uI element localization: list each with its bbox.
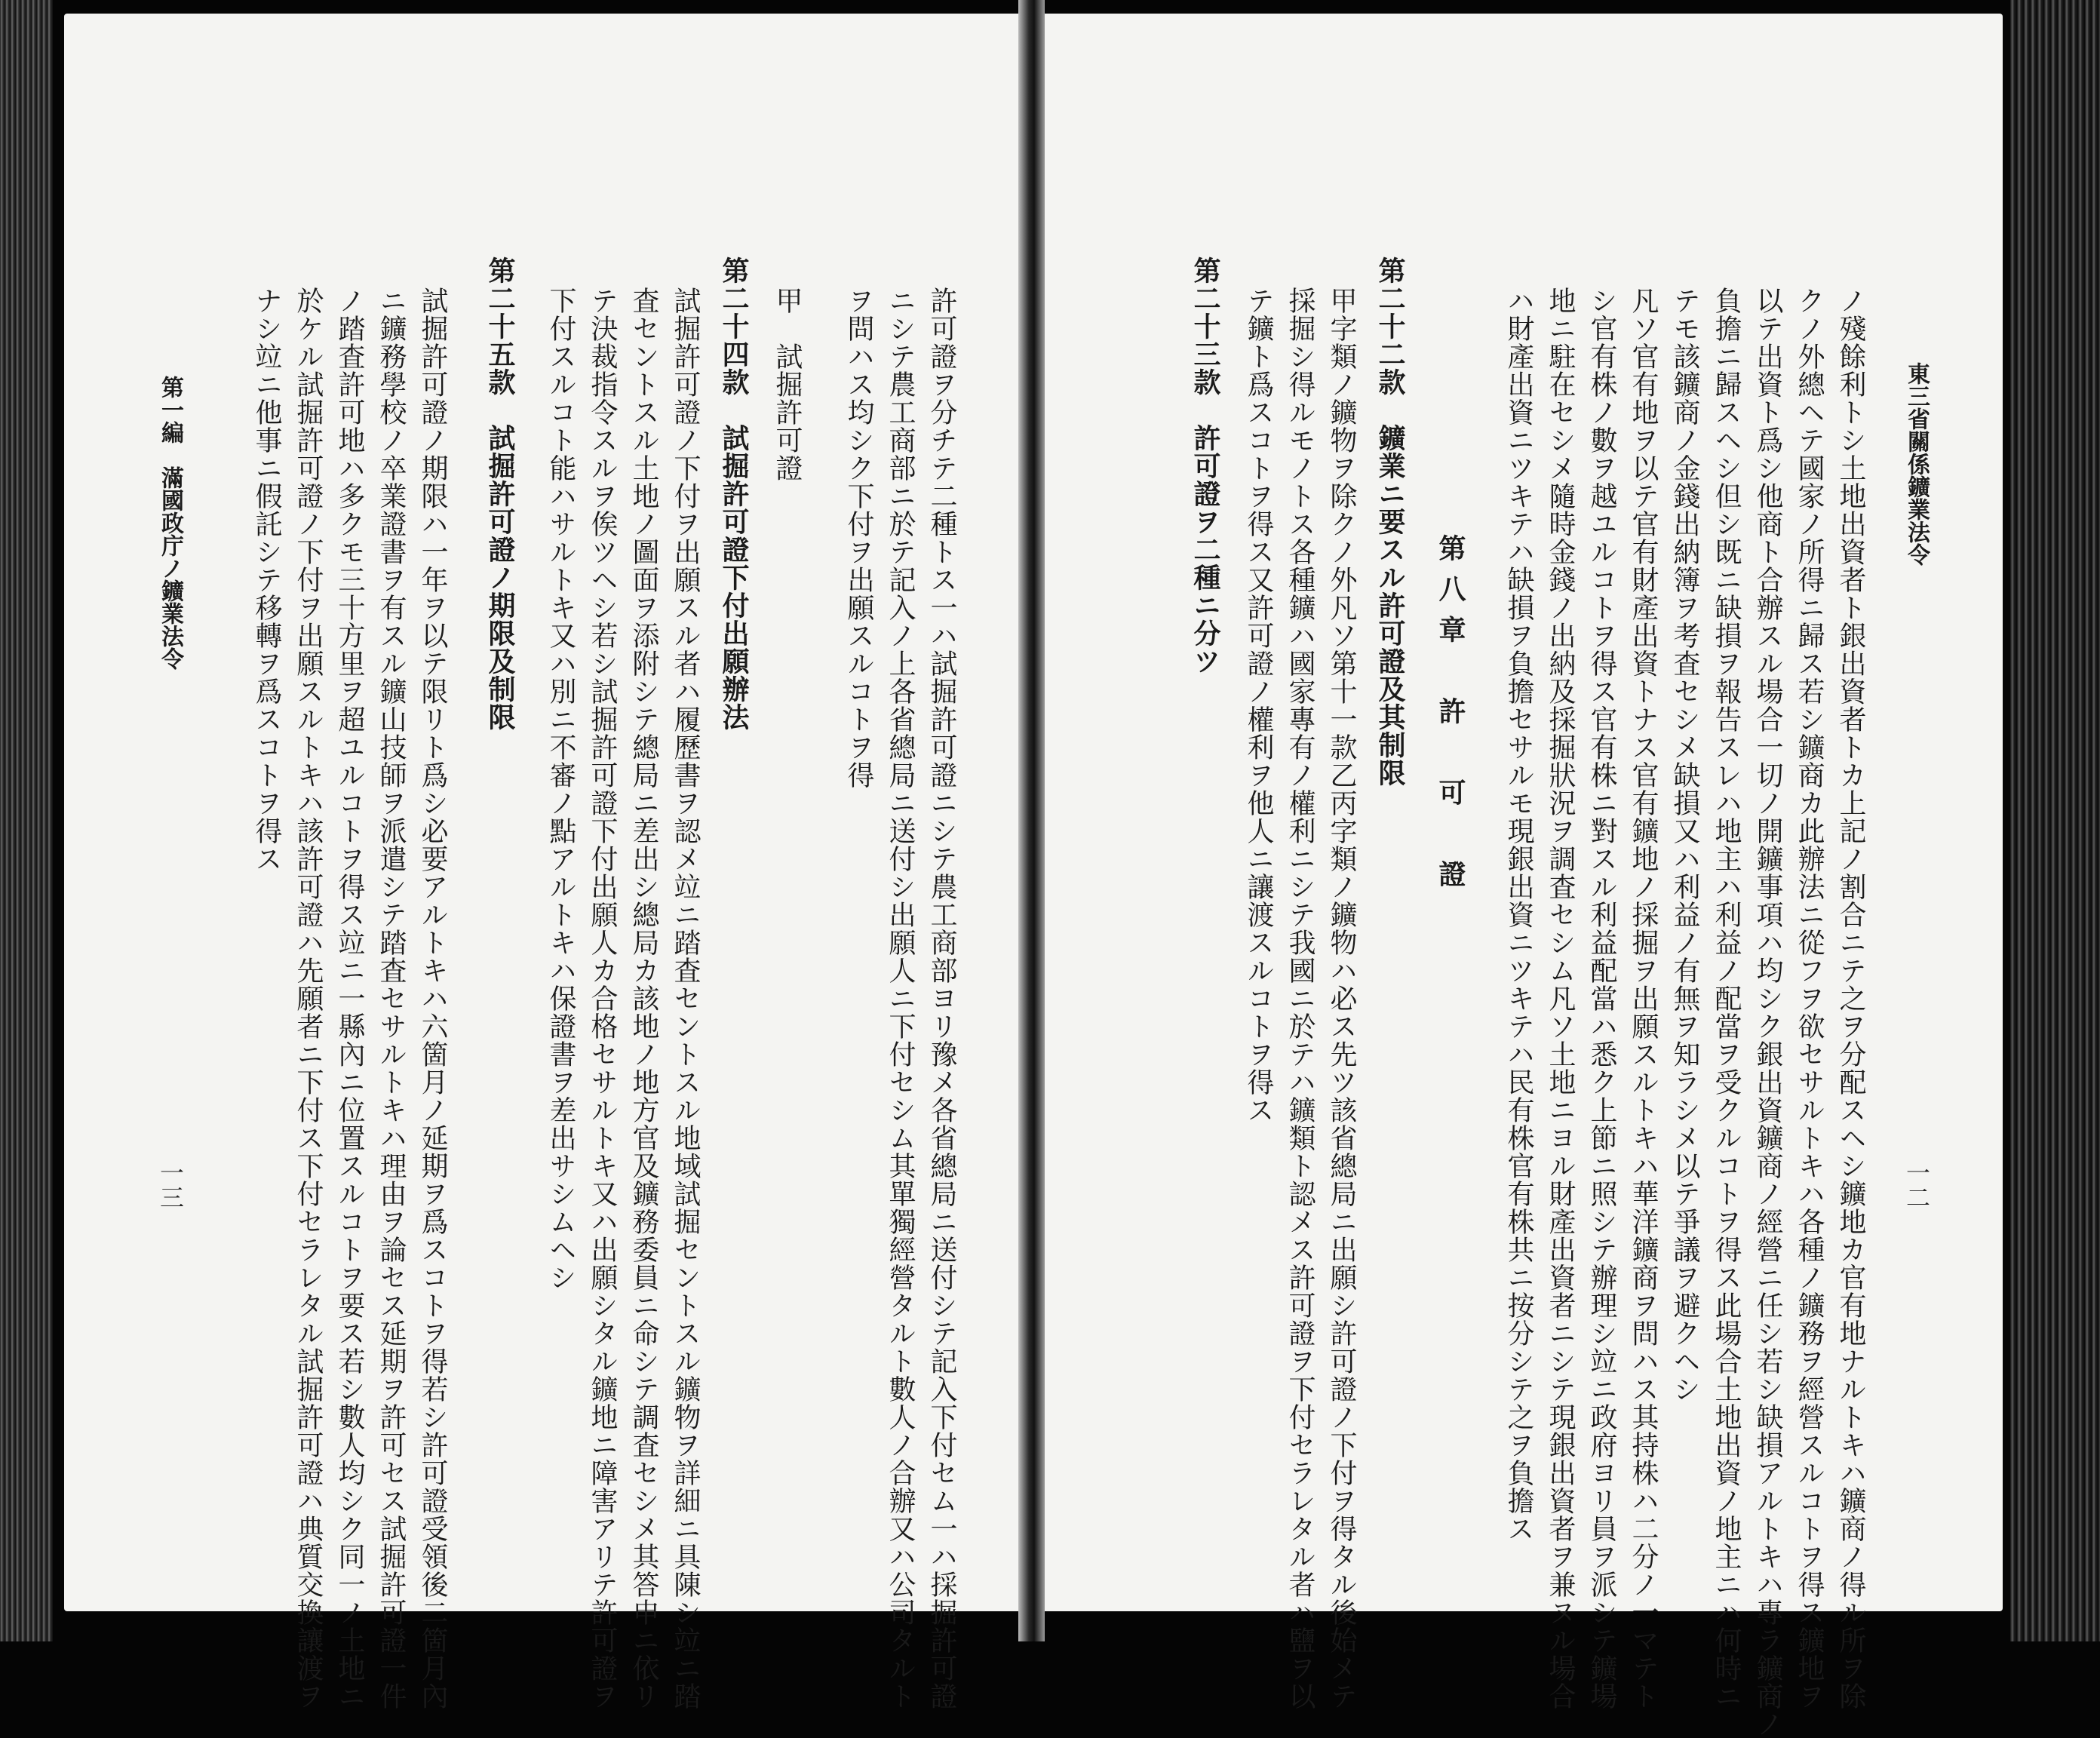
- right-book-edge: [2010, 0, 2100, 1641]
- right-page: [1045, 14, 2003, 1738]
- text-column: 甲字類ノ鑛物ヲ除クノ外凡ソ第十一款乙丙字類ノ鑛物ハ必ス先ツ該省總局ニ出願シ許可證ノ下付ヲ得タル後始メテ: [1326, 287, 1357, 1710]
- text-column: ニシテ農工商部ニ於テ記入ノ上各省總局ニ送付シ出願人ニ下付セシム其單獨經營タルト數人ノ合辦又ハ公司タルト: [885, 287, 916, 1710]
- text-column: テ鑛ト爲スコトヲ得ス又許可證ノ權利ヲ他人ニ讓渡スルコトヲ得ス: [1243, 287, 1274, 1124]
- text-column: テモ該鑛商ノ金錢出納簿ヲ考査セシメ缺損又ハ利益ノ有無ヲ知ラシメ以テ爭議ヲ避クヘシ: [1669, 287, 1700, 1403]
- chapter-heading: 第八章 許 可 證: [1435, 534, 1466, 901]
- text-column: ナシ竝ニ他事ニ假託シテ移轉ヲ爲スコトヲ得ス: [251, 287, 282, 873]
- text-column: 試掘許可證ノ期限ハ一年ヲ以テ限リト爲シ必要アルトキハ六箇月ノ延期ヲ爲スコトヲ得若シ許可證受領後二箇月內: [417, 287, 448, 1710]
- text-column: 試掘許可證ノ下付ヲ出願スル者ハ履歷書ヲ認メ竝ニ踏査セントスル地域試掘セントスル鑛物ヲ詳細ニ具陳シ竝ニ踏: [670, 287, 701, 1710]
- subsection-heading: 甲 試掘許可證: [772, 287, 803, 482]
- text-column: シ官有株ノ數ヲ越ユルコトヲ得ス官有株ニ對スル利益配當ハ悉ク上節ニ照シテ辦理シ竝ニ政府ヨリ員ヲ派シテ鑛場: [1586, 287, 1617, 1710]
- text-column: ノ踏査許可地ハ多クモ三十方里ヲ超ユルコトヲ得ス竝ニ一縣內ニ位置スルコトヲ要ス若シ數人均シク同一ノ土地ニ: [334, 287, 365, 1710]
- article-25-title: 第二十五款 試掘許可證ノ期限及制限: [484, 256, 516, 731]
- text-column: 負擔ニ歸スヘシ但シ既ニ缺損ヲ報告スレハ地主ハ利益ノ配當ヲ受クルコトヲ得ス此場合土地出資ノ地主ニハ何時ニ: [1711, 287, 1742, 1710]
- left-page: [64, 14, 1018, 1710]
- text-column: ハ財產出資ニツキテハ缺損ヲ負擔セサルモ現銀出資ニツキテハ民有株官有株共ニ按分シテ之ヲ負擔ス: [1503, 287, 1534, 1543]
- left-book-edge: [0, 0, 53, 1641]
- article-22-title: 第二十二款 鑛業ニ要スル許可證及其制限: [1374, 256, 1406, 787]
- text-column: 査セントスル土地ノ圖面ヲ添附シテ總局ニ差出シ總局カ該地ノ地方官及鑛務委員ニ命シテ調査セシメ其答申ニ依リ: [628, 287, 659, 1710]
- text-column: 採掘シ得ルモノトス各種鑛ハ國家專有ノ權利ニシテ我國ニ於テハ鑛類ト認メス許可證ヲ下付セラレタル者ハ鹽ヲ以: [1285, 287, 1316, 1710]
- page-header-title: 東三省關係鑛業法令: [1903, 362, 1930, 566]
- page-number: 一二: [1902, 1160, 1931, 1210]
- text-column: テ決裁指令スルヲ俟ツヘシ若シ試掘許可證下付出願人カ合格セサルトキ又ハ出願シタル鑛地ニ障害アリテ許可證ヲ: [587, 287, 618, 1710]
- article-23-title: 第二十三款 許可證ヲ二種ニ分ツ: [1190, 256, 1221, 675]
- text-column: 下付スルコト能ハサルトキ又ハ別ニ不審ノ點アルトキハ保證書ヲ差出サシムヘシ: [545, 287, 576, 1291]
- text-column: 於ケル試掘許可證ノ下付ヲ出願スルトキハ該許可證ハ先願者ニ下付ス下付セラレタル試掘許可證ハ典質交換讓渡ヲ: [293, 287, 324, 1710]
- article-24-title: 第二十四款 試掘許可證下付出願辦法: [718, 256, 750, 731]
- text-column: 以テ出資ト爲シ他商ト合辦スル場合一切ノ開鑛事項ハ均シク銀出資鑛商ノ經營ニ任シ若シ缺損アルトキハ專ラ鑛商ノ: [1752, 287, 1783, 1738]
- page-number: 一三: [156, 1160, 185, 1210]
- text-column: 地ニ駐在セシメ隨時金錢ノ出納及採掘狀況ヲ調査セシム凡ソ土地ニヨル財產出資者ニシテ現銀出資者ヲ兼ヌル場合: [1545, 287, 1576, 1710]
- text-column: クノ外總ヘテ國家ノ所得ニ歸ス若シ鑛商カ此辦法ニ從フヲ欲セサルトキハ各種ノ鑛務ヲ經營スルコトヲ得ス鑛地ヲ: [1794, 287, 1825, 1710]
- text-column: 許可證ヲ分チテ二種トス一ハ試掘許可證ニシテ農工商部ヨリ豫メ各省總局ニ送付シテ記入下付セム一ハ採掘許可證: [926, 287, 957, 1710]
- text-column: ノ殘餘利トシ土地出資者ト銀出資者トカ上記ノ割合ニテ之ヲ分配スヘシ鑛地カ官有地ナルトキハ鑛商ノ得ル所ヲ除: [1835, 287, 1866, 1710]
- text-column: ニ鑛務學校ノ卒業證書ヲ有スル鑛山技師ヲ派遣シテ踏査セサルトキハ理由ヲ論セス延期ヲ許可セス試掘許可證一件: [376, 287, 407, 1710]
- text-column: 凡ソ官有地ヲ以テ官有財產出資トナス官有鑛地ノ採掘ヲ出願スルトキハ華洋鑛商ヲ問ハス其持株ハ二分ノ一マテト: [1628, 287, 1659, 1710]
- page-footer-title: 第一編 滿國政庁ノ鑛業法令: [157, 376, 183, 670]
- book-gutter: [1018, 0, 1045, 1641]
- text-column: ヲ問ハス均シク下付ヲ出願スルコトヲ得: [843, 287, 874, 789]
